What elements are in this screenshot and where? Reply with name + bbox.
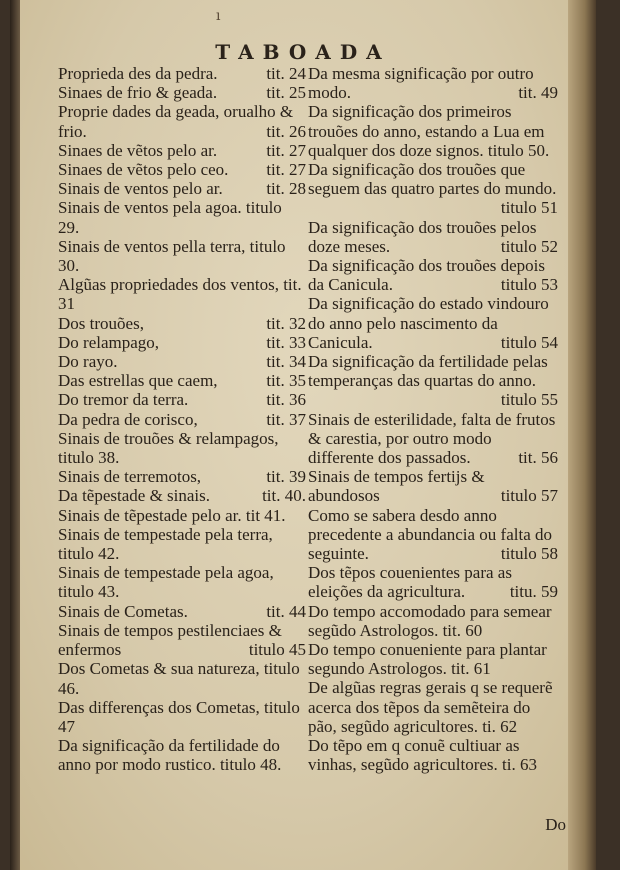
toc-entry-text: Da pedra de corisco,	[58, 409, 198, 429]
toc-entry-text: Sinaes de vẽtos pelo ceo.	[58, 160, 229, 180]
toc-entry-text: De algũas regras gerais q se requerẽ acerca dos tẽpos da semẽteira do pão, segũdo agricultores. ti. 62	[308, 678, 553, 736]
toc-entry-text: Do tremor da terra.	[58, 390, 189, 410]
toc-entry	[308, 467, 558, 505]
toc-entry	[58, 314, 306, 333]
right-column	[308, 64, 558, 774]
toc-entry-text: Do rayo.	[58, 352, 118, 372]
toc-entry-title-ref: tit. 37	[266, 409, 306, 429]
toc-entry-title-ref: titulo 57	[500, 486, 558, 506]
toc-entry	[308, 294, 558, 352]
book-page	[10, 0, 596, 870]
toc-entry	[58, 141, 306, 160]
toc-entry-title-ref: tit. 25	[266, 83, 306, 103]
page-edge-shadow	[568, 0, 596, 870]
toc-entry-text: Sinais de esterilidade, falta de frutos & carestia, por outro modo differente dos passados.	[308, 409, 556, 468]
toc-entry	[58, 429, 306, 467]
toc-entry	[58, 467, 306, 486]
toc-entry-title-ref: titulo 54	[500, 332, 558, 352]
toc-entry-text: Sinaes de frio & geada.	[58, 83, 218, 103]
toc-entry-text: Proprie dades da geada, orualho & frio.	[58, 102, 294, 141]
toc-entry-text: Sinais de tempos fertijs & abundosos	[308, 467, 485, 506]
top-mark: ı	[216, 8, 221, 24]
toc-entry-title-ref: titulo 45	[248, 640, 306, 660]
toc-entry-title-ref: tit. 33	[266, 332, 306, 352]
toc-entry	[58, 659, 306, 697]
toc-entry	[308, 678, 558, 736]
toc-entry	[58, 410, 306, 429]
toc-entry	[58, 698, 306, 736]
toc-entry-title-ref: tit. 40.	[262, 486, 306, 506]
toc-entry-text: Sinais de Cometas.	[58, 601, 188, 621]
toc-entry-text: Sinais de ventos pela agoa. titulo 29.	[58, 198, 282, 237]
toc-entry-title-ref: tit. 35	[266, 371, 306, 391]
toc-entry	[58, 621, 306, 659]
toc-entry	[58, 563, 306, 601]
toc-entry-text: Sinais de trouões & relampagos, titulo 38.	[58, 428, 279, 468]
toc-entry	[308, 102, 558, 160]
toc-entry-title-ref: titulo 53	[500, 275, 558, 295]
toc-entry-title-ref: tit. 34	[266, 352, 306, 372]
toc-entry-text: Sinais de terremotos,	[58, 467, 202, 487]
toc-entry	[58, 198, 306, 236]
toc-entry	[58, 390, 306, 409]
toc-entry-text: Da significação dos primeiros trouões do anno, estando a Lua em qualquer dos doze signos. titulo 50.	[308, 102, 550, 160]
toc-entry	[308, 218, 558, 256]
toc-entry-text: Sinais de ventos pella terra, titulo 30.	[58, 236, 286, 276]
toc-entry	[58, 525, 306, 563]
toc-entry	[58, 237, 306, 275]
page-gutter-shadow	[10, 0, 20, 870]
toc-entry-title-ref: tit. 32	[266, 313, 306, 333]
toc-entry-text: Da significação do estado vindouro do anno pelo nascimento da Canicula.	[308, 294, 549, 352]
toc-entry-text: Da tẽpestade & sinais.	[58, 486, 211, 506]
toc-entry-text: Do relampago,	[58, 332, 160, 352]
toc-entry-title-ref: titulo 58	[500, 544, 558, 564]
toc-entry-text: Sinais de tempestade pela agoa, titulo 43.	[58, 563, 274, 602]
left-column	[58, 64, 306, 775]
toc-entry-text: Algũas propriedades dos ventos, tit. 31	[58, 275, 302, 314]
toc-entry	[58, 275, 306, 313]
toc-entry	[308, 256, 558, 294]
toc-entry-title-ref: tit. 27	[266, 160, 306, 180]
toc-entry	[58, 371, 306, 390]
toc-entry-text: Dos trouões,	[58, 313, 144, 333]
toc-entry-text: Sinais de ventos pelo ar.	[58, 179, 223, 199]
toc-entry-title-ref: tit. 49	[518, 83, 558, 103]
toc-entry	[308, 736, 558, 774]
toc-entry-text: Da significação da fertilidade pelas temperanças das quartas do anno.	[308, 352, 548, 391]
toc-entry	[58, 352, 306, 371]
toc-entry-text: Do tempo accomodado para semear segũdo Astrologos. tit. 60	[308, 601, 552, 640]
page-heading: TABOADA	[215, 40, 391, 64]
toc-entry	[58, 179, 306, 198]
toc-entry	[308, 602, 558, 640]
toc-entry	[58, 602, 306, 621]
toc-entry-title-ref: tit. 27	[266, 140, 306, 160]
toc-entry-title-ref: titulo 51	[500, 198, 558, 218]
toc-entry	[58, 506, 306, 525]
toc-entry-title-ref: tit. 39	[266, 467, 306, 487]
toc-entry-text: Sinaes de vẽtos pelo ar.	[58, 140, 218, 160]
toc-entry-title-ref: tit. 28	[266, 179, 306, 199]
toc-entry-title-ref: tit. 44	[266, 601, 306, 621]
toc-entry-title-ref: titulo 52	[500, 236, 558, 256]
toc-entry-title-ref: tit. 56	[518, 448, 558, 468]
toc-entry-title-ref: tit. 36	[266, 390, 306, 410]
toc-entry-text: Sinais de tempos pestilenciaes & enfermos	[58, 620, 282, 660]
toc-entry	[58, 486, 306, 505]
toc-entry	[308, 506, 558, 564]
toc-entry	[308, 64, 558, 102]
toc-entry-title-ref: tit. 26	[266, 121, 306, 141]
toc-entry	[58, 736, 306, 774]
toc-entry	[308, 563, 558, 601]
toc-entry	[308, 640, 558, 678]
toc-entry-text: Das estrellas que caem,	[58, 371, 218, 391]
toc-entry-text: Sinais de tẽpestade pelo ar. tit 41.	[58, 505, 286, 525]
toc-entry	[58, 102, 306, 140]
toc-entry-text: Sinais de tempestade pela terra, titulo 42.	[58, 524, 273, 564]
toc-entry	[58, 64, 306, 83]
toc-entry-title-ref: titu. 59	[509, 582, 558, 602]
toc-entry	[308, 410, 558, 468]
toc-entry-text: Da significação dos trouões pelos doze meses.	[308, 217, 537, 256]
toc-entry-title-ref: titulo 55	[500, 390, 558, 410]
toc-entry-text: Da significação dos trouões depois da Canicula.	[308, 256, 545, 295]
toc-entry	[308, 352, 558, 410]
toc-entry-text: Como se sabera desdo anno precedente a abundancia ou falta do seguinte.	[308, 505, 553, 564]
catchword: Do	[545, 815, 566, 834]
toc-entry-text: Proprieda des da pedra.	[58, 64, 218, 83]
toc-entry-title-ref: tit. 24	[266, 64, 306, 83]
toc-entry-text: Dos tẽpos couenientes para as eleições da agricultura.	[308, 563, 512, 602]
toc-entry-text: Da mesma significação por outro modo.	[308, 64, 534, 103]
toc-entry	[58, 333, 306, 352]
toc-entry-text: Do tempo conueniente para plantar segundo Astrologos. tit. 61	[308, 640, 547, 679]
toc-entry-text: Dos Cometas & sua natureza, titulo 46.	[58, 659, 300, 698]
toc-entry-text: Das differenças dos Cometas, titulo 47	[58, 697, 300, 736]
toc-entry-text: Da significação dos trouões que seguem das quatro partes do mundo.	[308, 160, 557, 199]
toc-entry	[58, 83, 306, 102]
toc-entry	[58, 160, 306, 179]
toc-entry	[308, 160, 558, 218]
toc-entry-text: Da significação da fertilidade do anno por modo rustico. titulo 48.	[58, 736, 282, 775]
toc-entry-text: Do tẽpo em q conuẽ cultiuar as vinhas, segũdo agricultores. ti. 63	[308, 736, 537, 775]
